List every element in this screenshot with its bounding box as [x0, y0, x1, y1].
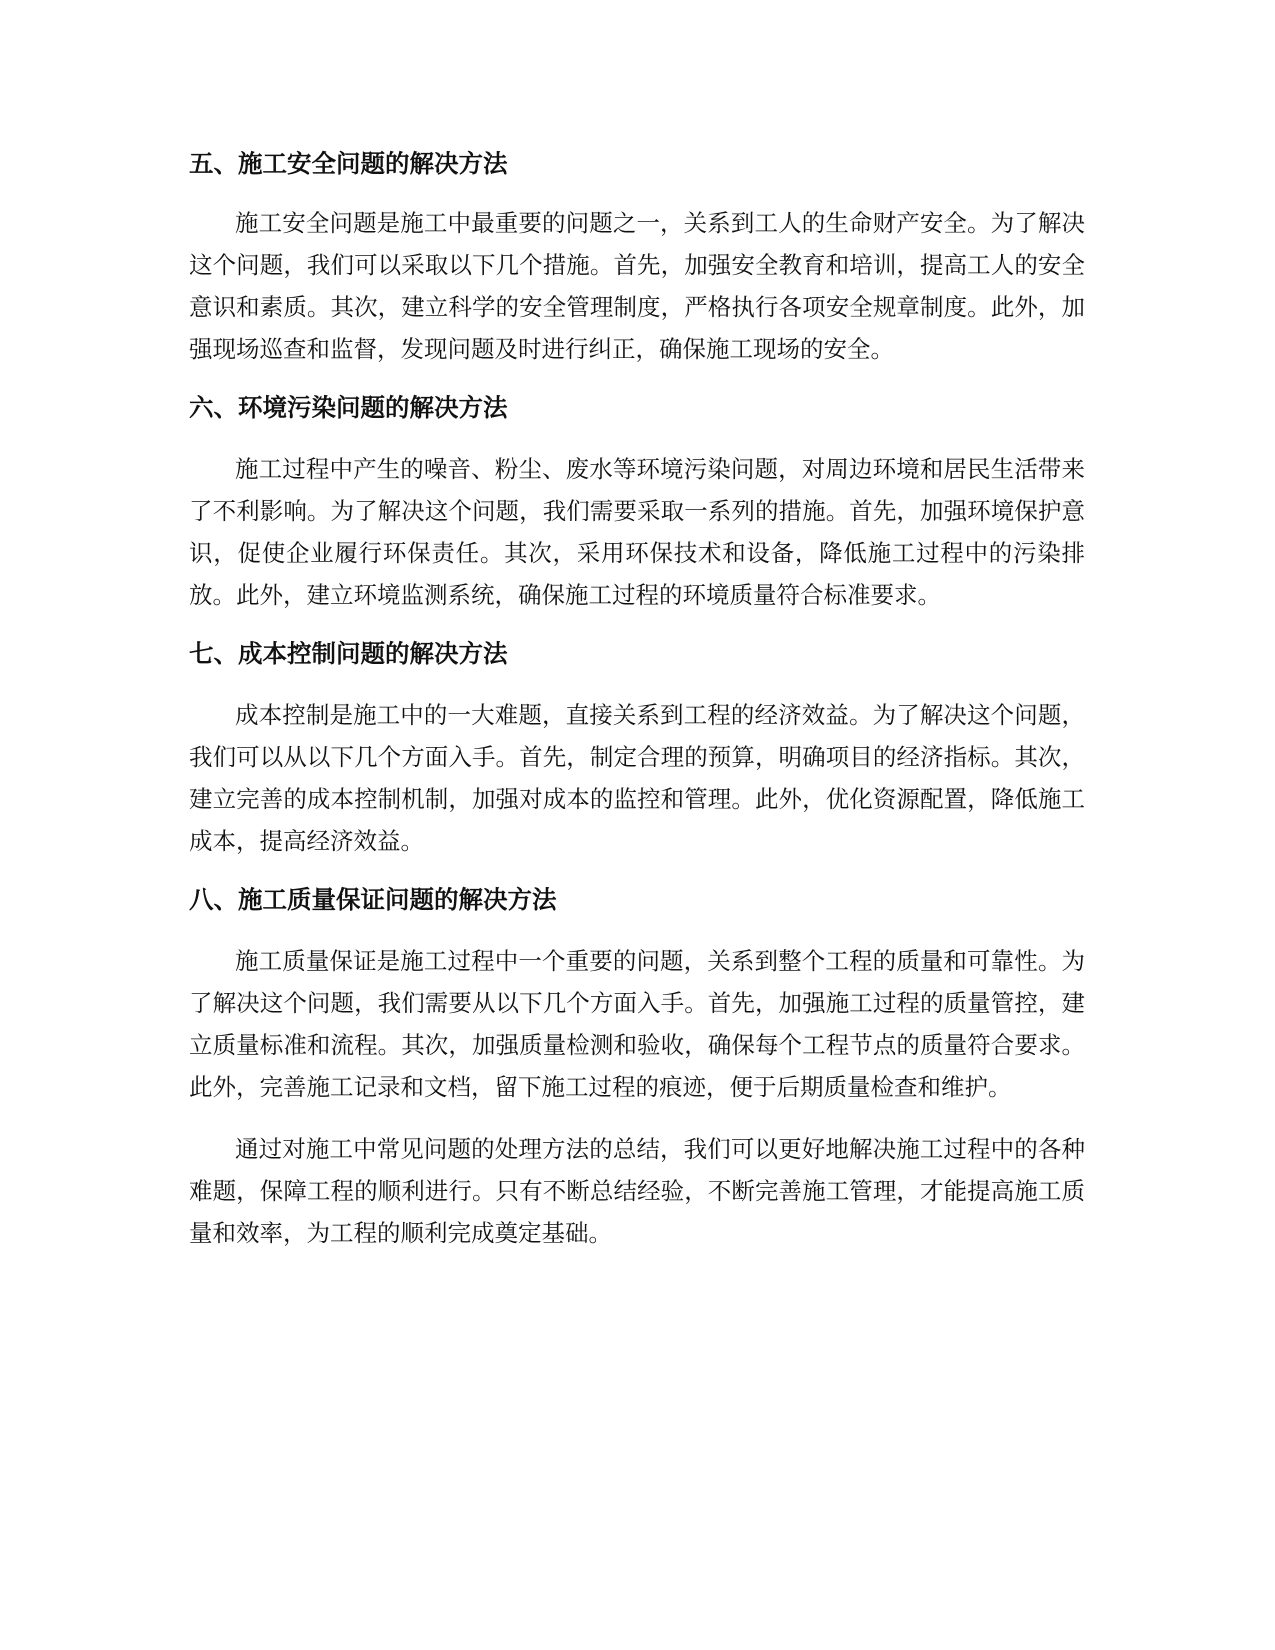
- section-cost-control: [189, 636, 1085, 862]
- section-quality-assurance: [189, 882, 1085, 1108]
- section-paragraph: 成本控制是施工中的一大难题，直接关系到工程的经济效益。为了解决这个问题，我们可以从以下几个方面入手。首先，制定合理的预算，明确项目的经济指标。其次，建立完善的成本控制机制，加强对成本的监控和管理。此外，优化资源配置，降低施工成本，提高经济效益。: [189, 701, 1085, 855]
- section-safety: [189, 146, 1085, 370]
- section-heading: 五、施工安全问题的解决方法: [189, 149, 508, 178]
- section-paragraph: 施工安全问题是施工中最重要的问题之一，关系到工人的生命财产安全。为了解决这个问题，我们可以采取以下几个措施。首先，加强安全教育和培训，提高工人的安全意识和素质。其次，建立科学的安全管理制度，严格执行各项安全规章制度。此外，加强现场巡查和监督，发现问题及时进行纠正，确保施工现场的安全。: [189, 209, 1085, 363]
- section-heading: 七、成本控制问题的解决方法: [189, 639, 508, 668]
- conclusion-paragraph: 通过对施工中常见问题的处理方法的总结，我们可以更好地解决施工过程中的各种难题，保障工程的顺利进行。只有不断总结经验，不断完善施工管理，才能提高施工质量和效率，为工程的顺利完成奠定基础。: [189, 1135, 1085, 1247]
- section-heading: 六、环境污染问题的解决方法: [189, 393, 508, 422]
- document-body: [189, 146, 1085, 1254]
- section-paragraph: 施工过程中产生的噪音、粉尘、废水等环境污染问题，对周边环境和居民生活带来了不利影响。为了解决这个问题，我们需要采取一系列的措施。首先，加强环境保护意识，促使企业履行环保责任。其次，采用环保技术和设备，降低施工过程中的污染排放。此外，建立环境监测系统，确保施工过程的环境质量符合标准要求。: [189, 455, 1085, 609]
- section-paragraph: 施工质量保证是施工过程中一个重要的问题，关系到整个工程的质量和可靠性。为了解决这个问题，我们需要从以下几个方面入手。首先，加强施工过程的质量管控，建立质量标准和流程。其次，加强质量检测和验收，确保每个工程节点的质量符合要求。此外，完善施工记录和文档，留下施工过程的痕迹，便于后期质量检查和维护。: [189, 947, 1085, 1101]
- section-environment: [189, 390, 1085, 616]
- section-heading: 八、施工质量保证问题的解决方法: [189, 885, 557, 914]
